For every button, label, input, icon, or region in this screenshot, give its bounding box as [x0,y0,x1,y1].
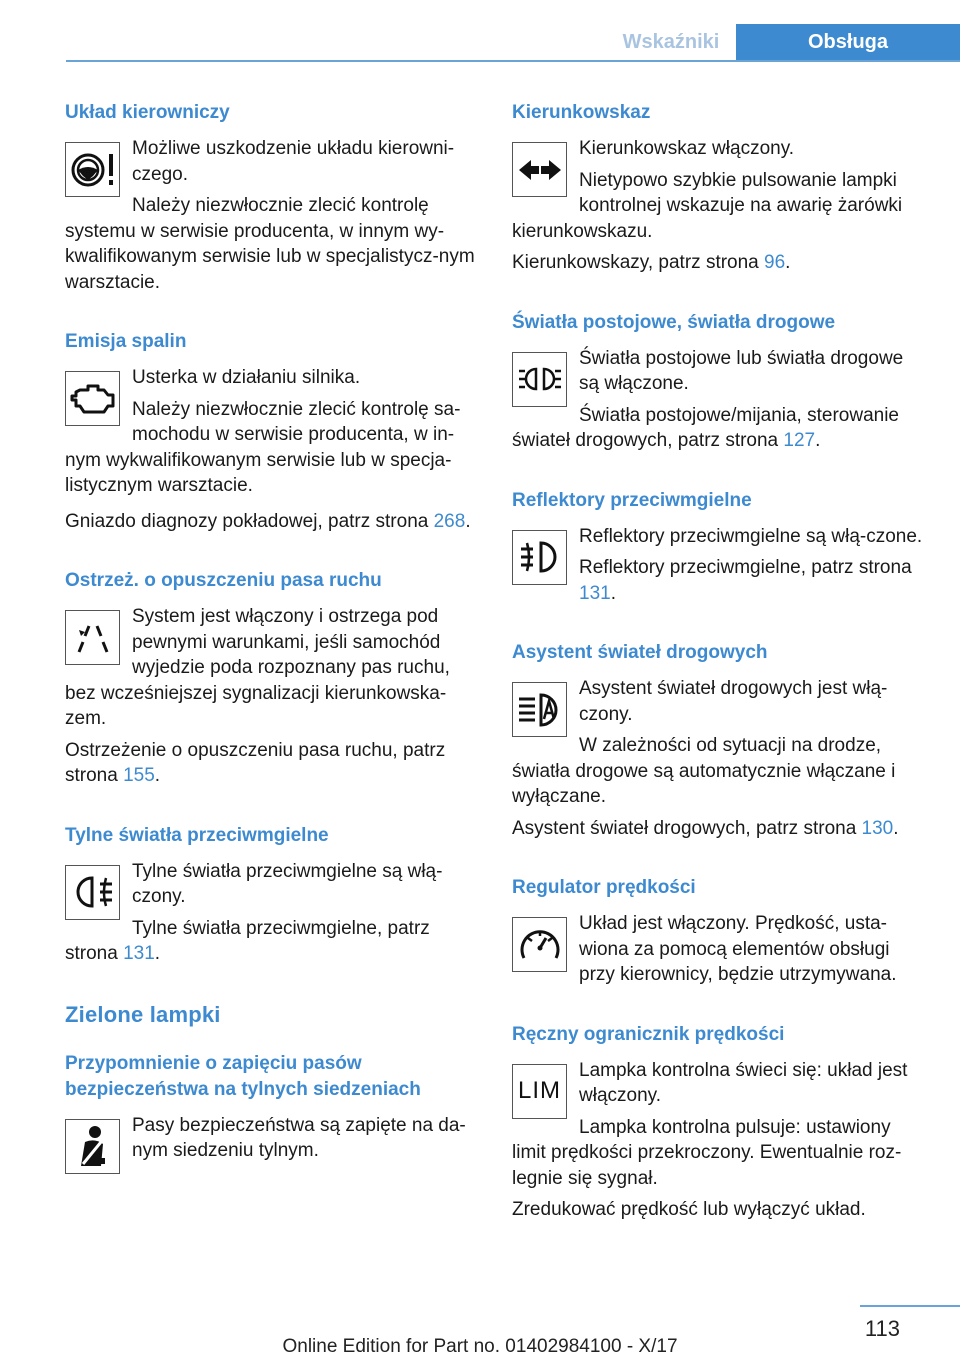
section-title: Regulator prędkości [512,877,696,898]
section-parking-lights [512,310,926,460]
section-rear-fog [65,823,475,973]
section-title: Tylne światła przeciwmgielne [65,824,329,846]
page-link[interactable]: 96 [764,252,786,273]
steering-warning-icon [65,142,120,197]
paragraph: Asystent świateł drogowych, patrz strona 130. [512,817,899,839]
paragraph: Lampka kontrolna świeci się: układ jest włączony. [579,1059,908,1106]
page-link[interactable]: 131 [579,582,611,604]
paragraph: Zredukować prędkość lub wyłączyć układ. [512,1199,866,1220]
paragraph: Światła postojowe lub światła drogowe są włączone. [579,347,904,394]
section-title: Kierunkowskaz [512,102,651,123]
section-seatbelt [65,1051,475,1180]
page-number: 113 [864,1316,900,1341]
section-title: Ręczny ogranicznik prędkości [512,1023,785,1045]
section-title: Reflektory przeciwmgielne [512,489,752,511]
paragraph: Należy niezwłocznie zlecić kontrolę systemu w serwisie producenta, w innym wy-kwalifikowanym serwisie lub w specjalistycz-nym warsztacie. [65,195,475,293]
section-lane-departure [65,568,475,795]
lim-label: LIM [517,1077,561,1104]
cruise-control-icon [512,917,567,972]
page-link[interactable]: 127 [783,430,816,451]
paragraph: Kierunkowskaz włączony. [579,138,795,159]
speed-limiter-icon [512,1064,567,1119]
page-header [66,24,960,62]
paragraph: Nietypowo szybkie pulsowanie lampki kontrolnej wskazuje na awarię żarówki kierunkowskazu. [512,169,903,242]
paragraph: Usterka w działaniu silnika. [132,367,361,388]
section-speed-limiter [512,1022,926,1229]
section-steering [65,100,475,301]
page-link[interactable]: 130 [861,817,894,839]
engine-icon [65,371,120,426]
paragraph: Lampka kontrolna pulsuje: ustawiony limit prędkości przekroczony. Ewentualnie roz-legnie się sygnał. [512,1116,902,1189]
page-link[interactable]: 131 [123,943,155,964]
seatbelt-icon [65,1119,120,1174]
paragraph: Należy niezwłocznie zlecić kontrolę sa-mochodu w serwisie producenta, w in-nym wykwalifikowanym serwisie lub w specja-listycznym warsztacie. [65,398,461,496]
paragraph: Tylne światła przeciwmgielne są włą-czony. [132,860,443,907]
section-title: Ostrzeż. o opuszczeniu pasa ruchu [65,570,382,591]
tab-indicators[interactable]: Wskaźniki [622,31,720,53]
section-high-beam-assist [512,640,926,847]
section-front-fog [512,488,926,613]
section-cruise-control [512,875,926,994]
rear-fog-light-icon [65,865,120,920]
paragraph: Gniazdo diagnozy pokładowej, patrz strona 268. [65,510,471,532]
tab-operation[interactable]: Obsługa [736,24,960,60]
paragraph: Reflektory przeciwmgielne, patrz strona 131. [579,557,912,604]
section-emission [65,329,475,540]
paragraph: Tylne światła przeciwmgielne, patrz strona 131. [65,917,430,964]
section-title: Układ kierowniczy [65,102,230,123]
section-title: Emisja spalin [65,331,187,352]
page-number-rule [860,1305,960,1307]
parking-light-icon [512,352,567,407]
paragraph: W zależności od sytuacji na drodze, światła drogowe są automatycznie włączane i wyłączane. [512,735,896,807]
green-lamps-heading: Zielone lampki [65,1001,221,1027]
left-column [65,100,475,1208]
turn-signal-icon [512,142,567,197]
paragraph: Kierunkowskazy, patrz strona 96. [512,252,791,273]
section-title: Światła postojowe, światła drogowe [512,311,836,333]
footer-edition: Online Edition for Part no. 01402984100 - X/17 [282,1336,678,1357]
page-link[interactable]: 268 [433,510,466,532]
paragraph: Możliwe uszkodzenie układu kierowni-czego. [132,138,455,185]
paragraph: Ostrzeżenie o opuszczeniu pasa ruchu, patrz strona 155. [65,739,446,786]
paragraph: System jest włączony i ostrzega pod pewnymi warunkami, jeśli samochód wyjedzie poda rozpoznany pas ruchu, bez wcześniejszej sygnalizacji kierunkowska-zem. [65,606,450,729]
front-fog-light-icon [512,530,567,585]
paragraph: Pasy bezpieczeństwa są zapięte na da-nym siedzeniu tylnym. [132,1114,466,1161]
lane-departure-icon [65,610,120,665]
high-beam-assist-icon [512,682,567,737]
right-column [512,100,926,1257]
paragraph: Układ jest włączony. Prędkość, usta-wiona za pomocą elementów obsługi przy kierownicy, będzie utrzymywana. [579,913,897,985]
paragraph: Reflektory przeciwmgielne są włą-czone. [579,525,923,547]
section-title: Asystent świateł drogowych [512,642,768,663]
section-turn-signal [512,100,926,282]
paragraph: Światła postojowe/mijania, sterowanie świateł drogowych, patrz strona 127. [512,404,899,451]
paragraph: Asystent świateł drogowych jest włą-czony. [579,678,888,725]
page-link[interactable]: 155 [123,765,155,786]
section-title: Przypomnienie o zapięciu pasów bezpieczeństwa na tylnych siedzeniach [65,1052,421,1100]
